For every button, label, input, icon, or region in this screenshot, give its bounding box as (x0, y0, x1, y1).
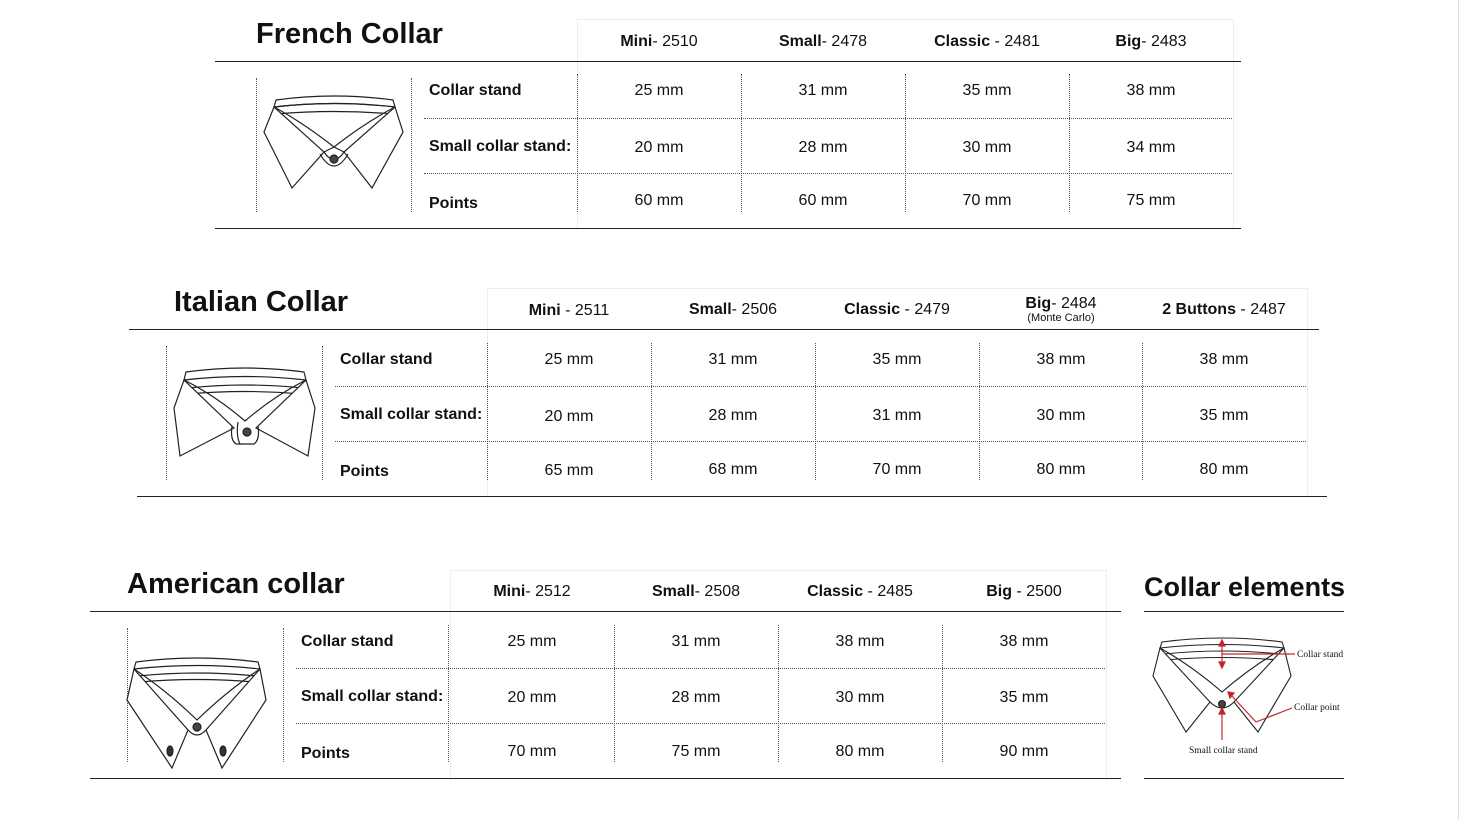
collar-elements-bottom-rule (1144, 778, 1344, 779)
american-cell: 28 mm (671, 689, 721, 706)
italian-row-label: Small collar stand: (340, 406, 483, 423)
french-image-left-rule (256, 78, 257, 212)
french-row-label: Collar stand (429, 82, 522, 99)
italian-cell: 28 mm (708, 407, 758, 424)
french-cell: 60 mm (634, 192, 684, 209)
american-cell: 70 mm (507, 743, 557, 760)
american-collar-title: American collar (127, 568, 345, 600)
italian-image-left-rule (166, 346, 167, 480)
french-cell: 30 mm (962, 139, 1012, 156)
italian-cell: 80 mm (1036, 461, 1086, 478)
page-edge (1458, 0, 1459, 820)
french-cell: 31 mm (798, 82, 848, 99)
french-cell: 20 mm (634, 139, 684, 156)
collar-elements-title: Collar elements (1144, 572, 1346, 602)
american-col-small: Small- 2508 (651, 583, 741, 600)
french-row-divider (424, 173, 1232, 174)
italian-cell: 35 mm (872, 351, 922, 368)
american-cell: 20 mm (507, 689, 557, 706)
collar-point-annotation: Collar point (1294, 703, 1340, 713)
italian-collar-title: Italian Collar (174, 286, 349, 318)
italian-col-big-note: (Monte Carlo) (1027, 312, 1095, 324)
italian-cell: 70 mm (872, 461, 922, 478)
italian-cell: 65 mm (544, 462, 594, 479)
american-image-right-rule (283, 628, 284, 762)
french-collar-illustration (262, 92, 407, 192)
american-row-label: Points (301, 745, 350, 762)
collar-stand-annotation: Collar stand (1297, 650, 1344, 660)
italian-row-label: Collar stand (340, 351, 433, 368)
french-cell: 75 mm (1126, 192, 1176, 209)
american-cell: 80 mm (835, 743, 885, 760)
american-cell: 38 mm (835, 633, 885, 650)
italian-cell: 38 mm (1036, 351, 1086, 368)
french-row-label: Small collar stand: (429, 138, 572, 155)
american-col-divider (448, 625, 449, 762)
italian-col-2buttons: 2 Buttons - 2487 (1162, 301, 1286, 318)
french-col-big: Big- 2483 (1115, 33, 1187, 50)
french-cell: 60 mm (798, 192, 848, 209)
collar-elements-header-rule (1144, 611, 1344, 612)
italian-cell: 30 mm (1036, 407, 1086, 424)
italian-cell: 25 mm (544, 351, 594, 368)
italian-collar-illustration (172, 366, 318, 461)
american-cell: 38 mm (999, 633, 1049, 650)
french-row-divider (424, 118, 1232, 119)
american-col-classic: Classic - 2485 (807, 583, 913, 600)
french-col-mini: Mini- 2510 (620, 33, 698, 50)
french-header-rule (215, 61, 1241, 62)
french-image-right-rule (411, 78, 412, 212)
french-bottom-rule (215, 228, 1241, 229)
american-col-big: Big - 2500 (986, 583, 1062, 600)
italian-row-label: Points (340, 463, 389, 480)
italian-cell: 35 mm (1199, 407, 1249, 424)
italian-row-divider (335, 441, 1306, 442)
italian-cell: 38 mm (1199, 351, 1249, 368)
italian-col-mini: Mini - 2511 (528, 302, 610, 319)
italian-cell: 31 mm (872, 407, 922, 424)
american-cell: 35 mm (999, 689, 1049, 706)
american-row-label: Collar stand (301, 633, 394, 650)
french-col-classic: Classic - 2481 (934, 33, 1040, 50)
french-cell: 38 mm (1126, 82, 1176, 99)
french-col-small: Small- 2478 (778, 33, 868, 50)
small-collar-stand-annotation: Small collar stand (1189, 746, 1258, 756)
italian-cell: 31 mm (708, 351, 758, 368)
american-bottom-rule (90, 778, 1121, 779)
italian-cell: 68 mm (708, 461, 758, 478)
american-row-divider (296, 723, 1105, 724)
italian-bottom-rule (137, 496, 1327, 497)
italian-header-rule (129, 329, 1319, 330)
american-cell: 31 mm (671, 633, 721, 650)
italian-col-classic: Classic - 2479 (844, 301, 950, 318)
american-cell: 90 mm (999, 743, 1049, 760)
collar-elements-diagram (1150, 636, 1295, 746)
french-cell: 25 mm (634, 82, 684, 99)
american-col-mini: Mini- 2512 (493, 583, 571, 600)
french-cell: 28 mm (798, 139, 848, 156)
italian-col-big: Big- 2484 (1025, 295, 1097, 312)
french-row-label: Points (429, 195, 478, 212)
french-cell: 35 mm (962, 82, 1012, 99)
american-row-divider (296, 668, 1105, 669)
french-cell: 70 mm (962, 192, 1012, 209)
italian-col-small: Small- 2506 (688, 301, 778, 318)
american-row-label: Small collar stand: (301, 688, 444, 705)
american-cell: 75 mm (671, 743, 721, 760)
american-header-rule (90, 611, 1121, 612)
italian-row-divider (335, 386, 1306, 387)
american-collar-illustration (126, 656, 268, 772)
french-collar-title: French Collar (256, 18, 443, 50)
italian-cell: 20 mm (544, 408, 594, 425)
italian-cell: 80 mm (1199, 461, 1249, 478)
american-cell: 30 mm (835, 689, 885, 706)
american-cell: 25 mm (507, 633, 557, 650)
french-cell: 34 mm (1126, 139, 1176, 156)
italian-image-right-rule (322, 346, 323, 480)
